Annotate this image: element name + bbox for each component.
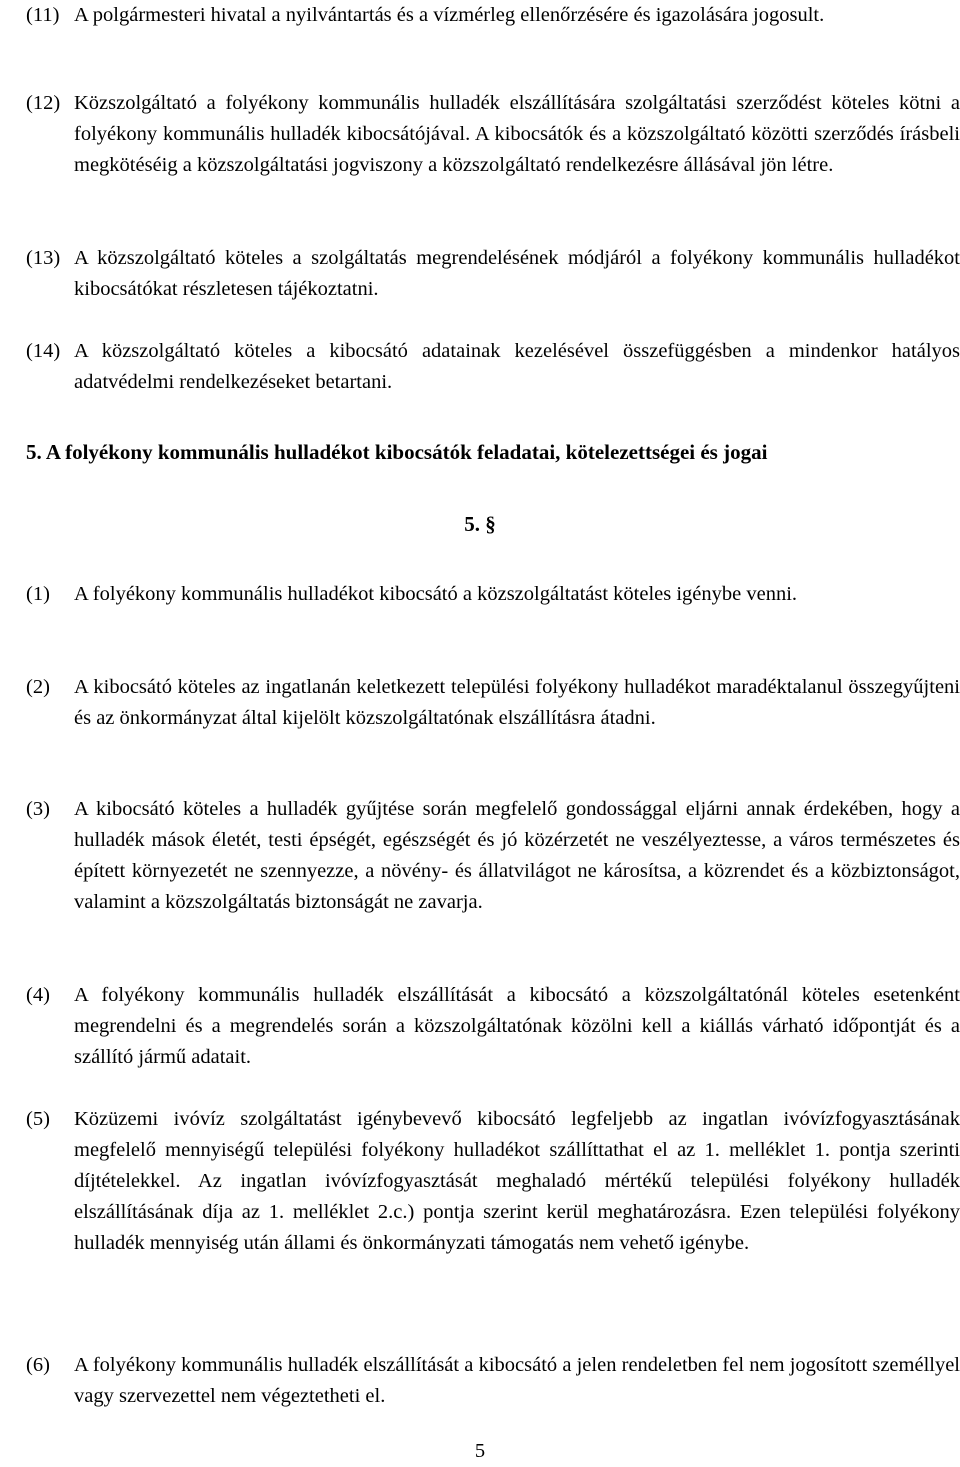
paragraph-number: (12)	[26, 92, 61, 114]
paragraph-number: (11)	[26, 4, 60, 26]
paragraph-1	[26, 579, 960, 610]
paragraph-text: Közszolgáltató a folyékony kommunális hulladék elszállítására szolgáltatási szerződést köteles kötni a folyékony kommunális hulladék kibocsátójával. A kibocsátók és a közszolgáltató közötti szerződés írásbeli megkötéséig a közszolgáltatási jogviszony a közszolgáltató rendelkezésre állásával jön létre.	[74, 92, 960, 176]
paragraph-number: (2)	[26, 676, 50, 698]
paragraph-14	[26, 336, 960, 398]
paragraph-number: (3)	[26, 798, 50, 820]
paragraph-number: (13)	[26, 247, 61, 269]
paragraph-text: A folyékony kommunális hulladékot kibocsátó a közszolgáltatást köteles igénybe venni.	[74, 583, 798, 605]
paragraph-text: A kibocsátó köteles a hulladék gyűjtése során megfelelő gondossággal eljárni annak érdekében, hogy a hulladék mások életét, testi épségét, egészségét és jó közérzetét ne veszélyeztesse, a város természetes és épített környezetét ne szennyezze, a növény- és állatvilágot ne károsítsa, a közrendet és a közbiztonságot, valamint a közszolgáltatás biztonságát ne zavarja.	[74, 798, 960, 913]
paragraph-text: Közüzemi ivóvíz szolgáltatást igénybevevő kibocsátó legfeljebb az ingatlan ivóvízfogyasztásának megfelelő mennyiségű települési folyékony hulladékot szállíttathat el az 1. melléklet 1. pontja szerinti díjtételekkel. Az ingatlan ivóvízfogyasztását meghaladó mértékű települési folyékony hulladék elszállításának díja az 1. melléklet 2.c.) pontja szerint kerül meghatározásra. Ezen települési folyékony hulladék mennyiség után állami és önkormányzati támogatás nem vehető igénybe.	[74, 1108, 960, 1254]
paragraph-text: A közszolgáltató köteles a kibocsátó adatainak kezelésével összefüggésben a mindenkor hatályos adatvédelmi rendelkezéseket betartani.	[74, 340, 960, 393]
paragraph-6	[26, 1350, 960, 1412]
paragraph-number: (6)	[26, 1354, 50, 1376]
paragraph-text: A kibocsátó köteles az ingatlanán keletkezett települési folyékony hulladékot maradéktalanul összegyűjteni és az önkormányzat által kijelölt közszolgáltatónak elszállításra átadni.	[74, 676, 960, 729]
paragraph-3	[26, 794, 960, 918]
paragraph-12	[26, 88, 960, 181]
paragraph-4	[26, 980, 960, 1073]
paragraph-number: (5)	[26, 1108, 50, 1130]
paragraph-text: A folyékony kommunális hulladék elszállítását a kibocsátó a jelen rendeletben fel nem jogosított személlyel vagy szervezettel nem végeztetheti el.	[74, 1354, 960, 1407]
paragraph-text: A folyékony kommunális hulladék elszállítását a kibocsátó a közszolgáltatónál köteles esetenként megrendelni és a megrendelés során a közszolgáltatónak közölni kell a kiállás várható időpontját és a szállító jármű adatait.	[74, 984, 960, 1068]
paragraph-text: A polgármesteri hivatal a nyilvántartás és a vízmérleg ellenőrzésére és igazolására jogosult.	[74, 4, 825, 26]
paragraph-text: A közszolgáltató köteles a szolgáltatás megrendelésének módjáról a folyékony kommunális hulladékot kibocsátókat részletesen tájékoztatni.	[74, 247, 960, 300]
paragraph-5	[26, 1104, 960, 1259]
paragraph-number: (14)	[26, 340, 61, 362]
paragraph-2	[26, 672, 960, 734]
section-mark: 5. §	[464, 512, 496, 536]
paragraph-number: (1)	[26, 583, 50, 605]
page-number: 5	[474, 1440, 486, 1462]
paragraph-number: (4)	[26, 984, 50, 1006]
paragraph-11	[26, 0, 960, 31]
paragraph-13	[26, 243, 960, 305]
section-heading: 5. A folyékony kommunális hulladékot kibocsátók feladatai, kötelezettségei és jogai	[26, 440, 768, 464]
